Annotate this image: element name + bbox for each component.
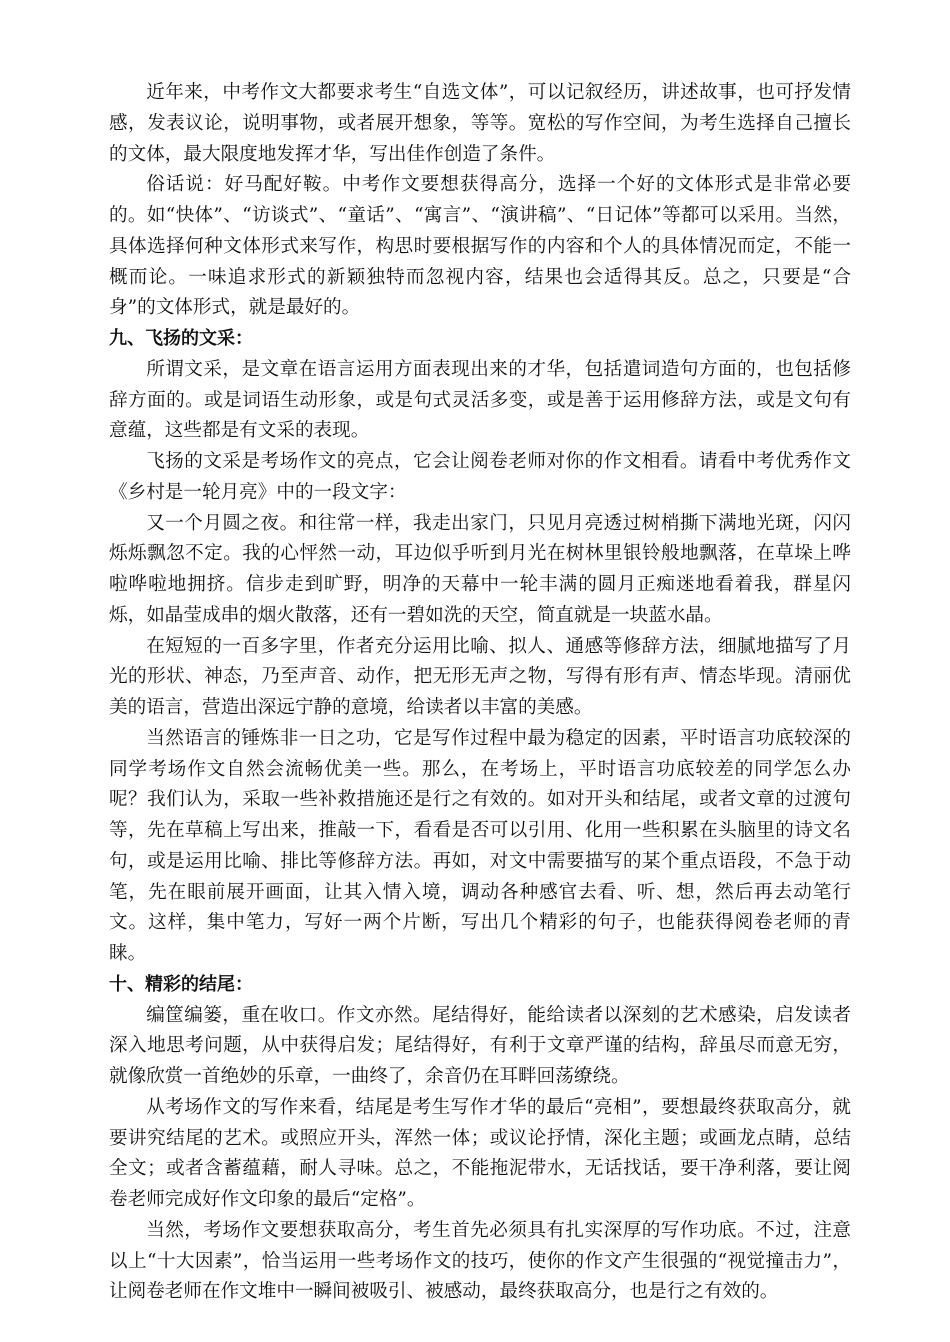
quoted-passage: 又一个月圆之夜。和往常一样，我走出家门，只见月亮透过树梢撕下满地光斑，闪闪烁烁飘忽不定。我的心怦然一动，耳边似乎听到月光在树林里银铃般地飘落，在草垛上哗啦哗啦地拥挤。信步走到旷野，明净的天幕中一轮丰满的圆月正痴迷地看着我，群星闪烁，如晶莹成串的烟火散落，还有一碧如洗的天空，简直就是一块蓝水晶。 xyxy=(109,512,851,626)
paragraph: 在短短的一百多字里，作者充分运用比喻、拟人、通感等修辞方法，细腻地描写了月光的形状、神态，乃至声音、动作，把无形无声之物，写得有形有声、情态毕现。清丽优美的语言，营造出深远宁静的意境，给读者以丰富的美感。 xyxy=(109,635,851,718)
section-heading-10: 十、精彩的结尾： xyxy=(109,973,253,995)
section-heading-9: 九、飞扬的文采： xyxy=(109,328,253,349)
paragraph: 俗话说：好马配好鞍。中考作文要想获得高分，选择一个好的文体形式是非常必要的。如“快体”、“访谈式”、“童话”、“寓言”、“演讲稿”、“日记体”等都可以采用。当然，具体选择何种文体形式来写作，构思时要根据写作的内容和个人的具体情况而定，不能一概而论。一味追求形式的新颖独特而忽视内容，结果也会适得其反。总之，只要是“合身”的文体形式，就是最好的。 xyxy=(109,174,851,319)
paragraph: 当然，考场作文要想获取高分，考生首先必须具有扎实深厚的写作功底。不过，注意以上“十大因素”，恰当运用一些考场作文的技巧，使你的作文产生很强的“视觉撞击力”，让阅卷老师在作文堆中一瞬间被吸引、被感动，最终获取高分，也是行之有效的。 xyxy=(109,1219,851,1303)
paragraph: 所谓文采，是文章在语言运用方面表现出来的才华，包括遣词造句方面的，也包括修辞方面的。或是词语生动形象，或是句式灵活多变，或是善于运用修辞方法，或是文句有意蕴，这些都是有文采的表现。 xyxy=(109,358,851,442)
paragraph: 编筐编篓，重在收口。作文亦然。尾结得好，能给读者以深刻的艺术感染，启发读者深入地思考问题，从中获得启发；尾结得好，有利于文章严谨的结构，辞虽尽而意无穷，就像欣赏一首绝妙的乐章，一曲终了，余音仍在耳畔回荡缭绕。 xyxy=(109,1004,851,1087)
paragraph: 近年来，中考作文大都要求考生“自选文体”，可以记叙经历，讲述故事，也可抒发情感，发表议论，说明事物，或者展开想象，等等。宽松的写作空间，为考生选择自己擅长的文体，最大限度地发挥才华，写出佳作创造了条件。 xyxy=(109,82,851,165)
paragraph: 从考场作文的写作来看，结尾是考生写作才华的最后“亮相”，要想最终获取高分，就要讲究结尾的艺术。或照应开头，浑然一体；或议论抒情，深化主题；或画龙点睛，总结全文；或者含蓄蕴藉，耐人寻味。总之，不能拖泥带水，无话找话，要干净利落，要让阅卷老师完成好作文印象的最后“定格”。 xyxy=(109,1096,851,1210)
document-page xyxy=(109,78,851,1308)
paragraph: 飞扬的文采是考场作文的亮点，它会让阅卷老师对你的作文相看。请看中考优秀作文《乡村是一轮月亮》中的一段文字： xyxy=(109,451,851,503)
paragraph: 当然语言的锤炼非一日之功，它是写作过程中最为稳定的因素，平时语言功底较深的同学考场作文自然会流畅优美一些。那么，在考场上，平时语言功底较差的同学怎么办呢？我们认为，采取一些补救措施还是行之有效的。如对开头和结尾，或者文章的过渡句等，先在草稿上写出来，推敲一下，看看是否可以引用、化用一些积累在头脑里的诗文名句，或是运用比喻、排比等修辞方法。再如，对文中需要描写的某个重点语段，不急于动笔，先在眼前展开画面，让其入情入境，调动各种感官去看、听、想，然后再去动笔行文。这样，集中笔力，写好一两个片断，写出几个精彩的句子，也能获得阅卷老师的青睐。 xyxy=(109,727,851,964)
